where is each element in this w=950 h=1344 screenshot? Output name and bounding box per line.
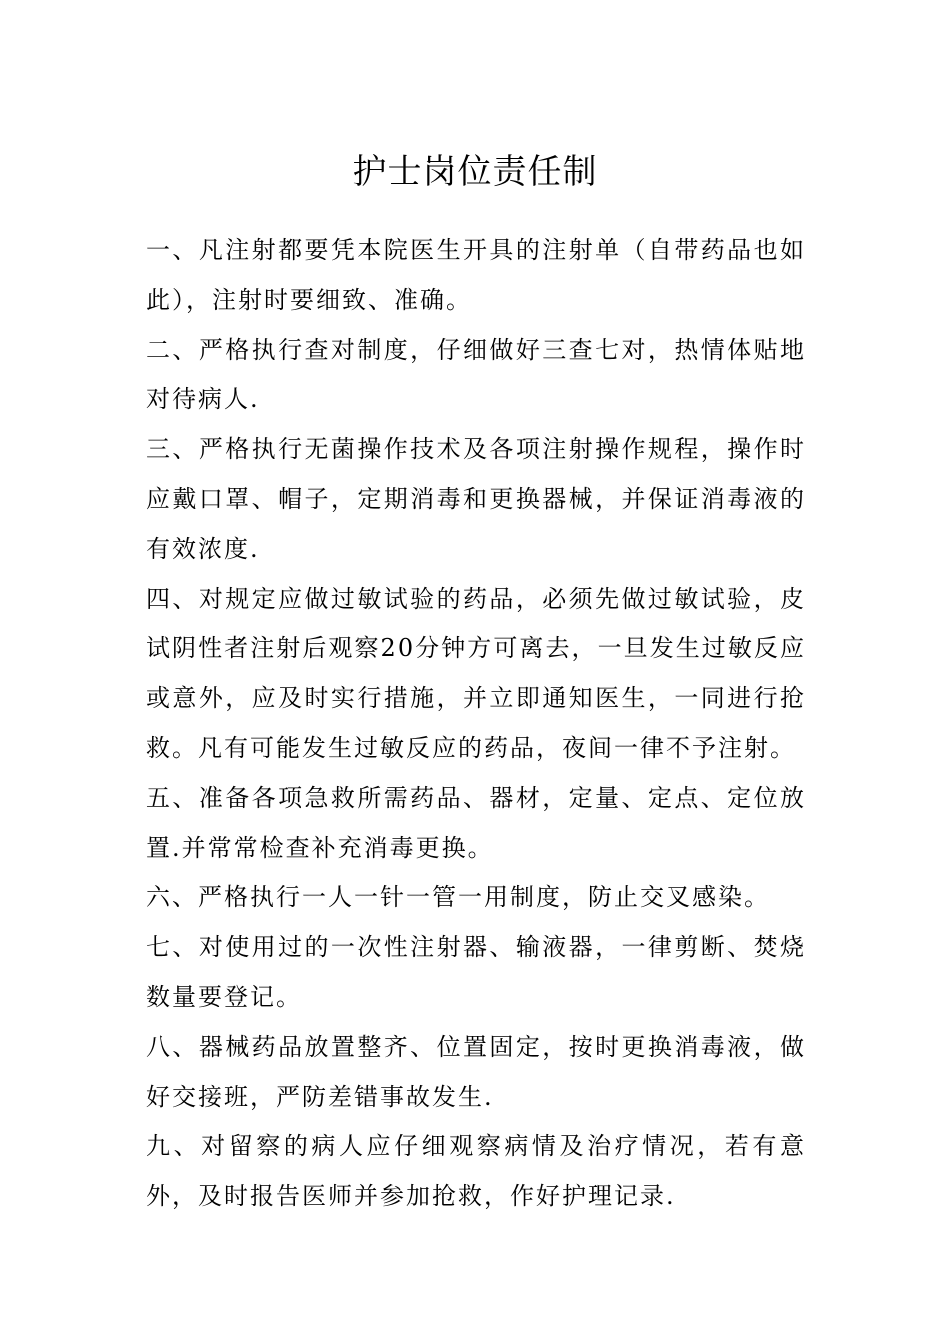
document-title: 护士岗位责任制 <box>352 151 598 192</box>
clause-5: 五、准备各项急救所需药品、器材，定量、定点、定位放置.并常常检查补充消毒更换。 <box>146 783 806 862</box>
clause-6: 六、严格执行一人一针一管一用制度，防止交叉感染。 <box>146 883 770 912</box>
clause-3: 三、严格执行无菌操作技术及各项注射操作规程，操作时应戴口罩、帽子，定期消毒和更换器械，并保证消毒液的有效浓度. <box>146 435 806 563</box>
clause-8: 八、器械药品放置整齐、位置固定，按时更换消毒液，做好交接班，严防差错事故发生. <box>146 1032 806 1111</box>
clause-4: 四、对规定应做过敏试验的药品，必须先做过敏试验，皮试阴性者注射后观察20分钟方可离去，一旦发生过敏反应或意外，应及时实行措施，并立即通知医生，一同进行抢救。凡有可能发生过敏反应的药品，夜间一律不予注射。 <box>146 584 806 762</box>
clause-9: 九、对留察的病人应仔细观察病情及治疗情况，若有意外，及时报告医师并参加抢救，作好护理记录. <box>146 1132 806 1211</box>
clause-7: 七、对使用过的一次性注射器、输液器，一律剪断、焚烧数量要登记。 <box>146 933 806 1011</box>
clause-2: 二、严格执行查对制度，仔细做好三查七对，热情体贴地对待病人. <box>146 335 806 414</box>
clause-1: 一、凡注射都要凭本院医生开具的注射单（自带药品也如此），注射时要细致、准确。 <box>146 236 806 314</box>
document-body <box>146 226 806 1222</box>
